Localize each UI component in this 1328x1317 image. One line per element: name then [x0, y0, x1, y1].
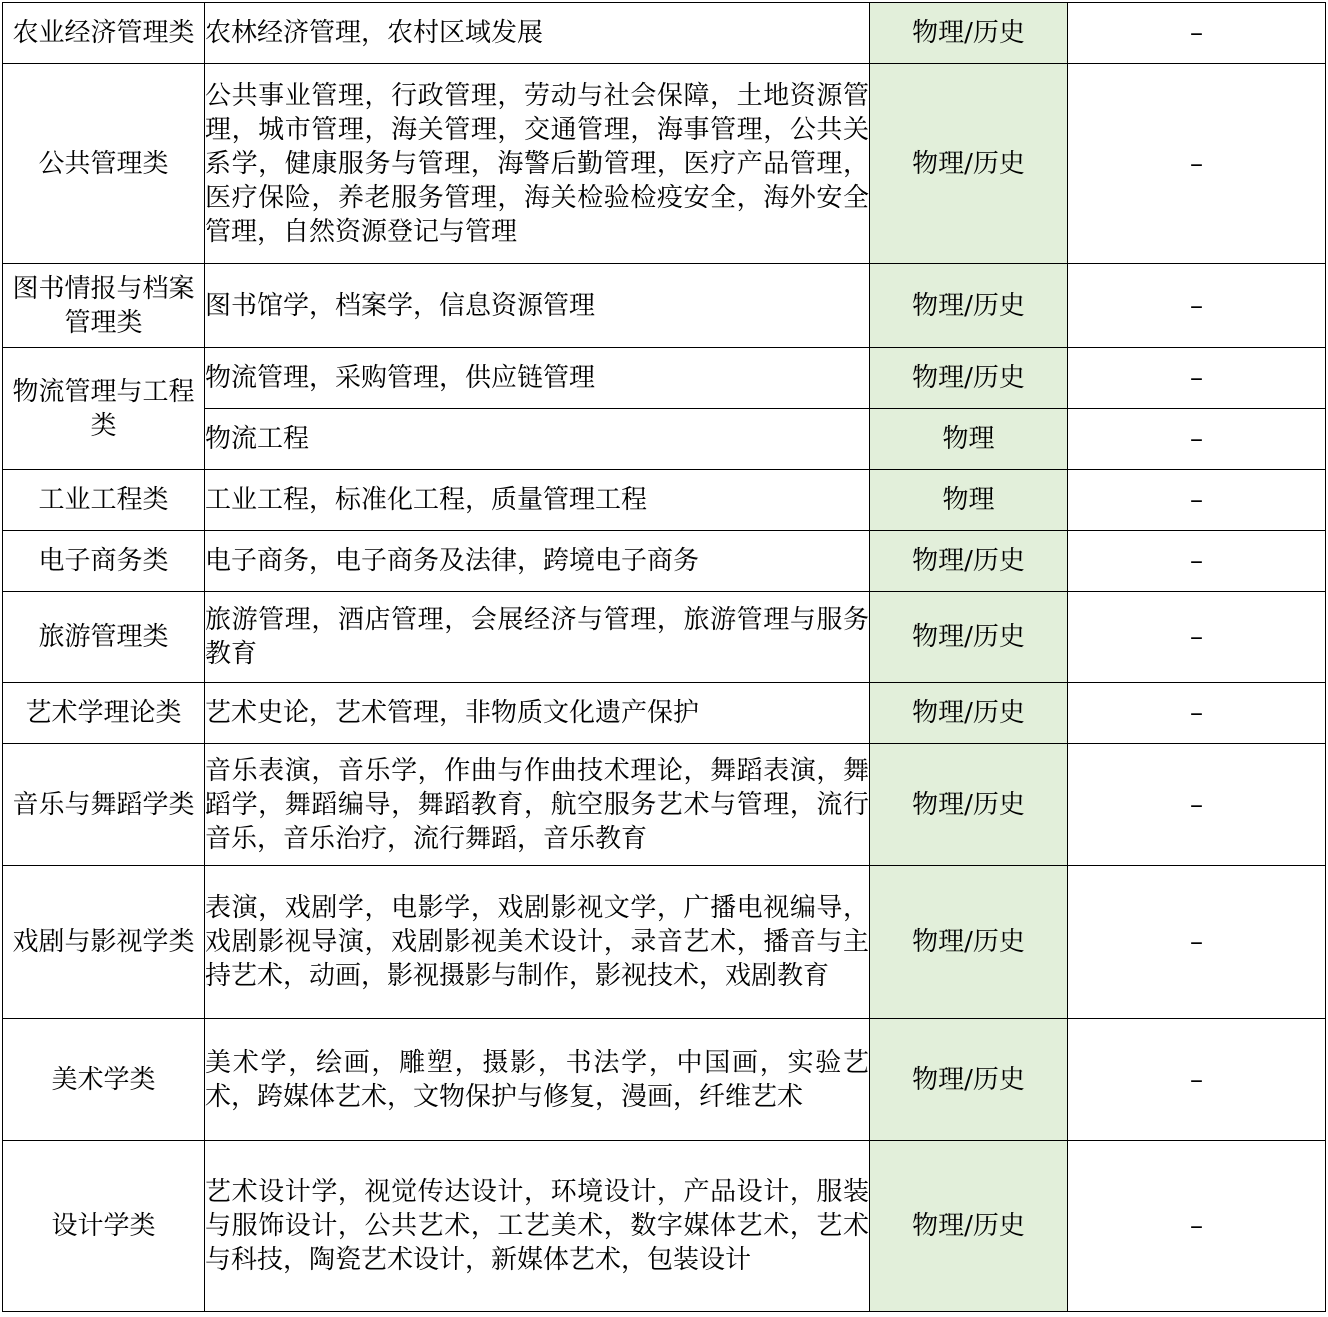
table-row	[3, 1019, 1326, 1141]
subject-requirement-cell: 物理/历史	[870, 866, 1068, 1019]
majors-cell: 音乐表演，音乐学，作曲与作曲技术理论，舞蹈表演，舞蹈学，舞蹈编导，舞蹈教育，航空服务艺术与管理，流行音乐，音乐治疗，流行舞蹈，音乐教育	[205, 744, 870, 866]
category-cell: 戏剧与影视学类	[3, 866, 205, 1019]
category-cell: 农业经济管理类	[3, 3, 205, 64]
table-row	[3, 470, 1326, 531]
other-requirement-cell: –	[1068, 866, 1326, 1019]
other-requirement-cell: –	[1068, 470, 1326, 531]
category-cell: 音乐与舞蹈学类	[3, 744, 205, 866]
other-requirement-cell: –	[1068, 683, 1326, 744]
table-row	[3, 683, 1326, 744]
majors-cell: 农林经济管理，农村区域发展	[205, 3, 870, 64]
subject-requirement-cell: 物理/历史	[870, 1141, 1068, 1312]
subject-requirement-cell: 物理/历史	[870, 64, 1068, 264]
majors-table	[2, 2, 1326, 1312]
subject-requirement-cell: 物理/历史	[870, 264, 1068, 348]
table-row	[3, 531, 1326, 592]
majors-cell: 公共事业管理，行政管理，劳动与社会保障，土地资源管理，城市管理，海关管理，交通管理，海事管理，公共关系学，健康服务与管理，海警后勤管理，医疗产品管理，医疗保险，养老服务管理，海关检验检疫安全，海外安全管理，自然资源登记与管理	[205, 64, 870, 264]
table-row	[3, 264, 1326, 348]
majors-cell: 艺术设计学，视觉传达设计，环境设计，产品设计，服装与服饰设计，公共艺术，工艺美术，数字媒体艺术，艺术与科技，陶瓷艺术设计，新媒体艺术，包装设计	[205, 1141, 870, 1312]
table-row	[3, 744, 1326, 866]
table-row	[3, 348, 1326, 409]
table-row	[3, 866, 1326, 1019]
majors-cell: 电子商务，电子商务及法律，跨境电子商务	[205, 531, 870, 592]
table-row	[3, 1141, 1326, 1312]
subject-requirement-cell: 物理/历史	[870, 592, 1068, 683]
category-cell: 旅游管理类	[3, 592, 205, 683]
subject-requirement-cell: 物理	[870, 409, 1068, 470]
other-requirement-cell: –	[1068, 409, 1326, 470]
subject-requirement-cell: 物理/历史	[870, 3, 1068, 64]
other-requirement-cell: –	[1068, 1019, 1326, 1141]
subject-requirement-cell: 物理/历史	[870, 348, 1068, 409]
majors-cell: 旅游管理，酒店管理，会展经济与管理，旅游管理与服务教育	[205, 592, 870, 683]
category-cell: 美术学类	[3, 1019, 205, 1141]
other-requirement-cell: –	[1068, 744, 1326, 866]
subject-requirement-cell: 物理/历史	[870, 683, 1068, 744]
majors-cell: 物流工程	[205, 409, 870, 470]
subject-requirement-cell: 物理/历史	[870, 531, 1068, 592]
category-cell: 电子商务类	[3, 531, 205, 592]
subject-requirement-cell: 物理/历史	[870, 1019, 1068, 1141]
category-cell: 图书情报与档案管理类	[3, 264, 205, 348]
subject-requirement-cell: 物理/历史	[870, 744, 1068, 866]
table-row	[3, 592, 1326, 683]
majors-cell: 表演，戏剧学，电影学，戏剧影视文学，广播电视编导，戏剧影视导演，戏剧影视美术设计，录音艺术，播音与主持艺术，动画，影视摄影与制作，影视技术，戏剧教育	[205, 866, 870, 1019]
subject-requirement-cell: 物理	[870, 470, 1068, 531]
other-requirement-cell: –	[1068, 264, 1326, 348]
majors-cell: 美术学，绘画，雕塑，摄影，书法学，中国画，实验艺术，跨媒体艺术，文物保护与修复，漫画，纤维艺术	[205, 1019, 870, 1141]
other-requirement-cell: –	[1068, 3, 1326, 64]
majors-cell: 图书馆学，档案学，信息资源管理	[205, 264, 870, 348]
other-requirement-cell: –	[1068, 531, 1326, 592]
table-row	[3, 64, 1326, 264]
other-requirement-cell: –	[1068, 64, 1326, 264]
majors-cell: 物流管理，采购管理，供应链管理	[205, 348, 870, 409]
majors-cell: 艺术史论，艺术管理，非物质文化遗产保护	[205, 683, 870, 744]
category-cell: 公共管理类	[3, 64, 205, 264]
category-cell: 设计学类	[3, 1141, 205, 1312]
other-requirement-cell: –	[1068, 592, 1326, 683]
majors-cell: 工业工程，标准化工程，质量管理工程	[205, 470, 870, 531]
other-requirement-cell: –	[1068, 1141, 1326, 1312]
other-requirement-cell: –	[1068, 348, 1326, 409]
category-cell: 物流管理与工程类	[3, 348, 205, 470]
category-cell: 艺术学理论类	[3, 683, 205, 744]
category-cell: 工业工程类	[3, 470, 205, 531]
table-row	[3, 3, 1326, 64]
